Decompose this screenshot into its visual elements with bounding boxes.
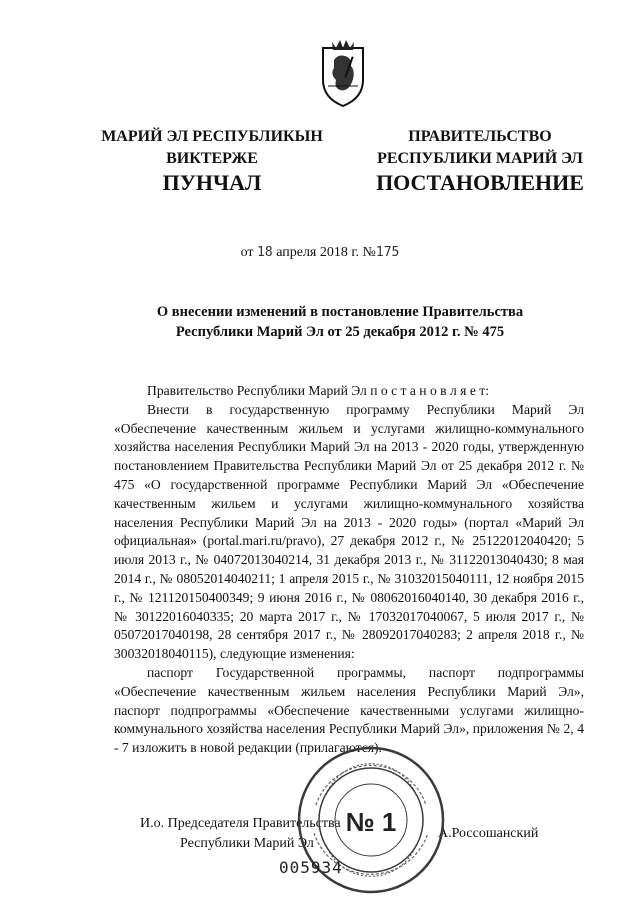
signatory-title-line2: Республики Марий Эл bbox=[180, 836, 314, 851]
header-right-line2: РЕСПУБЛИКИ МАРИЙ ЭЛ bbox=[377, 150, 583, 167]
document-number: 175 bbox=[375, 245, 400, 260]
subject-line1: О внесении изменений в постановление Правительства bbox=[156, 304, 524, 320]
date-day: 18 bbox=[257, 245, 273, 260]
body-paragraph-1: Правительство Республики Марий Эл п о с т а н о в л я е т: bbox=[147, 383, 489, 398]
date-month-year: апреля 2018 г. № bbox=[276, 245, 376, 260]
document-body bbox=[114, 382, 584, 758]
subject-line2: Республики Марий Эл от 25 декабря 2012 г. № 475 bbox=[175, 324, 505, 340]
document-type-russian: ПОСТАНОВЛЕНИЕ bbox=[376, 170, 584, 195]
coat-of-arms-emblem bbox=[318, 38, 368, 108]
body-paragraph-2: Внести в государственную программу Республики Марий Эл «Обеспечение качественным жильем и услугами жилищно-коммунального хозяйства населения Республики Марий Эл на 2013 - 2020 годы, утвержденную постановлением Правительства Республики Марий Эл от 25 декабря 2012 г. № 475 «О государственной программе Республики Марий Эл «Обеспечение качественным жильем и услугами жилищно-коммунального хозяйства населения Республики Марий Эл на 2013 - 2020 годы» (портал «Марий Эл официальная» (portal.mari.ru/pravo), 27 декабря 2012 г., № 25122012040420; 5 июля 2013 г., № 04072013040214, 31 декабря 2013 г., № 31122013040430; 8 мая 2014 г., № 08052014040211; 1 апреля 2015 г., № 31032015040111, 12 ноября 2015 г., № 121120150400349; 9 июня 2016 г., № 08062016040140, 30 декабря 2016 г., № 30122016040335; 20 марта 2017 г., № 17032017040067, 5 июля 2017 г., № 05072017040198, 28 сентября 2017 г., № 28092017040283; 2 апреля 2018 г., № 30032018040115), следующие изменения: bbox=[114, 401, 584, 662]
document-type-mari: ПУНЧАЛ bbox=[162, 170, 262, 195]
date-line bbox=[0, 245, 640, 261]
header-left-line1: МАРИЙ ЭЛ РЕСПУБЛИКЫН bbox=[101, 128, 323, 145]
document-subject bbox=[110, 302, 570, 342]
body-paragraph-3: паспорт Государственной программы, паспорт подпрограммы «Обеспечение качественным жильем населения Республики Марий Эл», паспорт подпрограммы «Обеспечение качественными услугами жилищно-коммунального хозяйства населения Республики Марий Эл», приложения № 2, 4 - 7 изложить в новой редакции (прилагаются). bbox=[114, 664, 584, 756]
header-right bbox=[360, 126, 600, 170]
header-left-line2: ВИКТЕРЖЕ bbox=[166, 150, 258, 167]
stamp-number: № 1 bbox=[345, 807, 397, 837]
signatory-name: А.Россошанский bbox=[438, 826, 539, 841]
signatory-title-line1: И.о. Председателя Правительства bbox=[140, 816, 341, 831]
header-left bbox=[92, 126, 332, 170]
header-right-line1: ПРАВИТЕЛЬСТВО bbox=[408, 128, 552, 145]
registration-number: 005934 bbox=[279, 858, 343, 877]
date-prefix: от bbox=[240, 245, 254, 260]
